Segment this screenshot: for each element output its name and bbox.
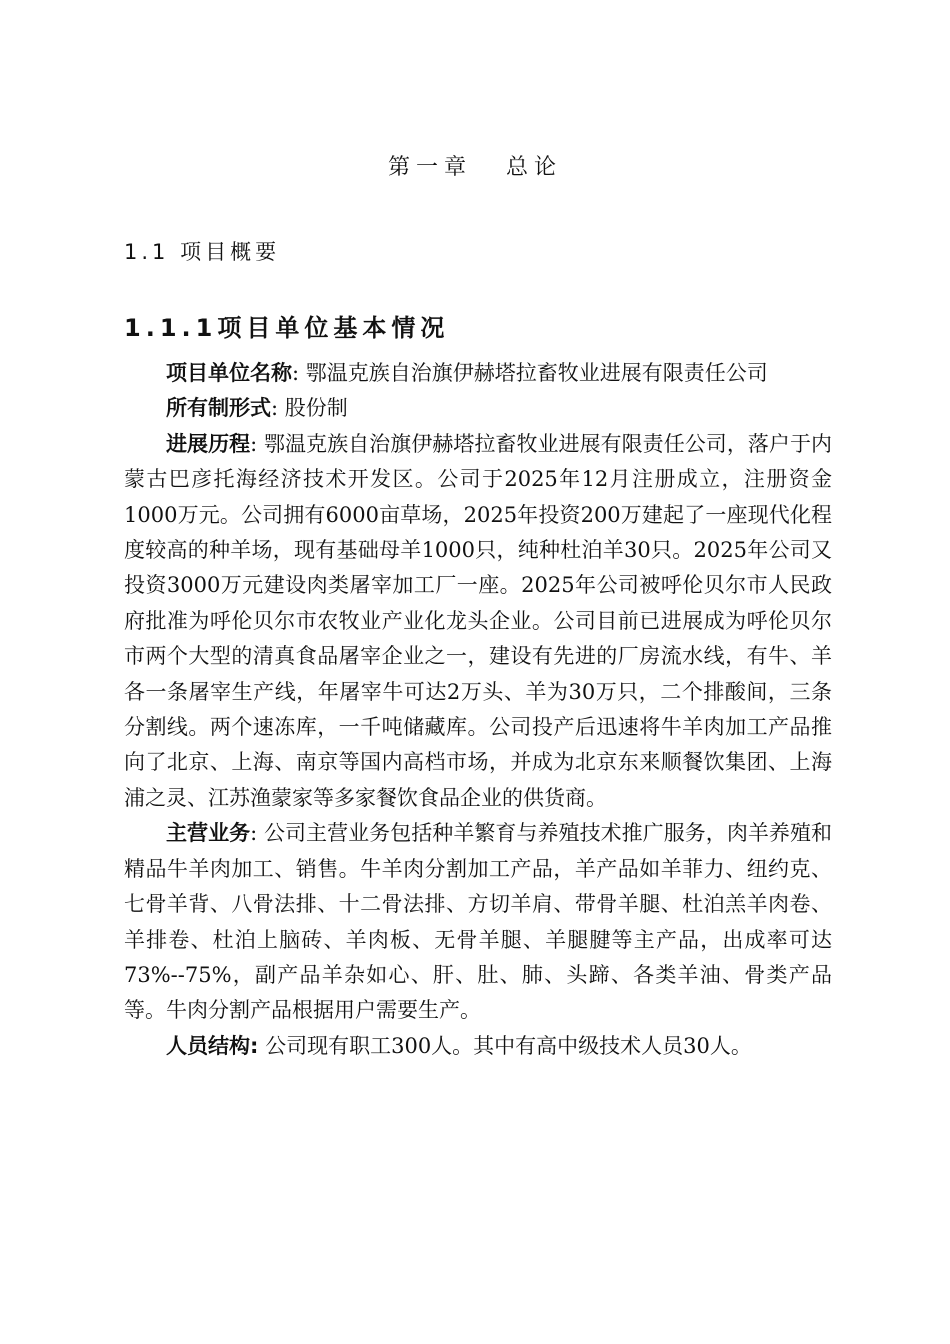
label-separator: :	[250, 1033, 259, 1058]
paragraph-text: 公司现有职工300人。其中有高中级技术人员30人。	[265, 1033, 752, 1058]
paragraph-label: 所有制形式	[166, 396, 271, 421]
chapter-number: 第一章	[387, 155, 472, 180]
paragraph-text: 鄂温克族自治旗伊赫塔拉畜牧业进展有限责任公司	[305, 361, 768, 385]
label-separator: :	[292, 361, 300, 385]
paragraph-ownership	[124, 391, 832, 426]
paragraph-label: 主营业务	[166, 821, 251, 846]
paragraph-label: 进展历程	[166, 431, 251, 456]
paragraph-label: 项目单位名称	[166, 361, 292, 385]
label-separator: :	[250, 821, 258, 846]
subsection-heading: 1.1.1项目单位基本情况	[124, 314, 450, 342]
chapter-name: 总论	[506, 155, 563, 180]
label-separator: :	[250, 431, 258, 456]
paragraph-staff	[124, 1029, 832, 1064]
paragraph-business	[124, 816, 832, 1028]
paragraph-text: 鄂温克族自治旗伊赫塔拉畜牧业进展有限责任公司，落户于内蒙古巴彦托海经济技术开发区。公司于2025年12月注册成立，注册资金1000万元。公司拥有6000亩草场，2025年投资200万建起了一座现代化程度较高的种羊场，现有基础母羊1000只，纯种杜泊羊30只。2025年公司又投资3000万元建设肉类屠宰加工厂一座。2025年公司被呼伦贝尔市人民政府批准为呼伦贝尔市农牧业产业化龙头企业。公司目前已进展成为呼伦贝尔市两个大型的清真食品屠宰企业之一，建设有先进的厂房流水线，有牛、羊各一条屠宰生产线，年屠宰牛可达2万头、羊为30万只，二个排酸间，三条分割线。两个速冻库，一千吨储藏库。公司投产后迅速将牛羊肉加工产品推向了北京、上海、南京等国内高档市场，并成为北京东来顺餐饮集团、上海浦之灵、江苏渔蒙家等多家餐饮食品企业的供货商。	[124, 431, 833, 810]
paragraph-label: 人员结构	[166, 1033, 250, 1058]
paragraph-history	[124, 427, 832, 816]
paragraph-unit-name	[124, 356, 832, 391]
body-text	[124, 356, 832, 1064]
paragraph-text: 公司主营业务包括种羊繁育与养殖技术推广服务，肉羊养殖和精品牛羊肉加工、销售。牛羊肉分割加工产品，羊产品如羊菲力、纽约克、七骨羊背、八骨法排、十二骨法排、方切羊肩、带骨羊腿、杜泊羔羊肉卷、羊排卷、杜泊上脑砖、羊肉板、无骨羊腿、羊腿腱等主产品，出成率可达73%--75%，副产品羊杂如心、肝、肚、肺、头蹄、各类羊油、骨类产品等。牛肉分割产品根据用户需要生产。	[124, 821, 833, 1023]
section-heading: 1.1 项目概要	[124, 240, 281, 264]
chapter-title	[0, 150, 950, 181]
paragraph-text: 股份制	[284, 396, 348, 421]
label-separator: :	[271, 396, 279, 421]
